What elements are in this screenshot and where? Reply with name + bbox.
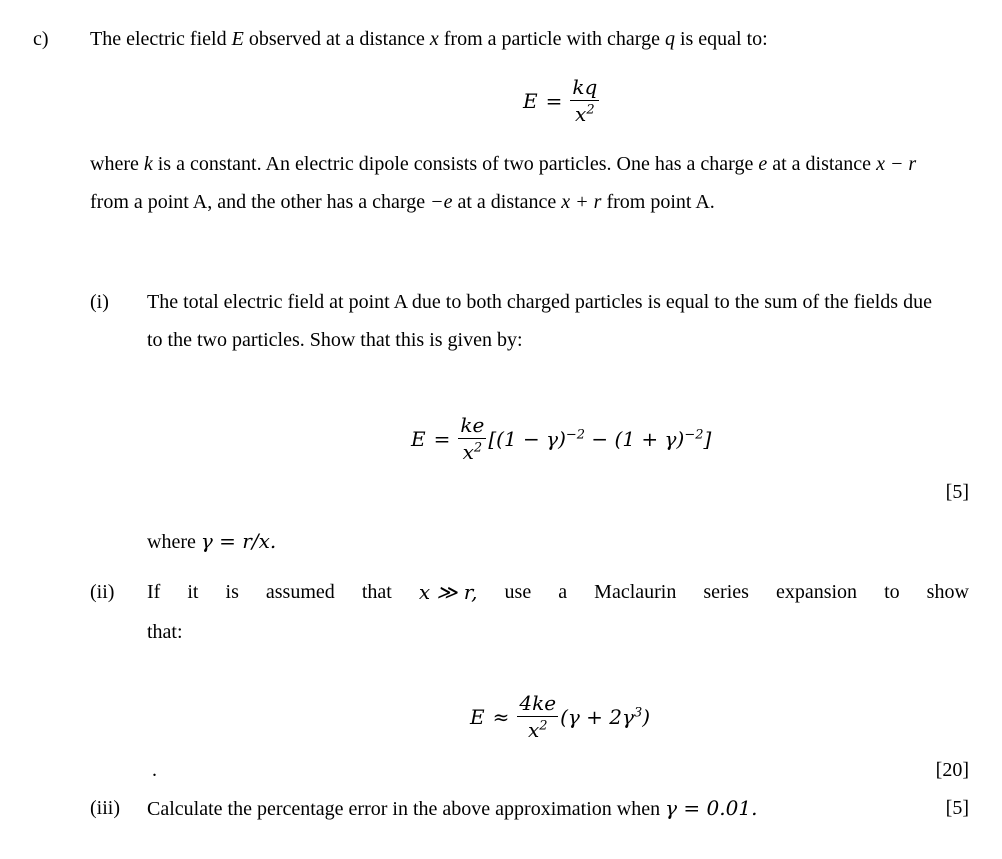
fraction-kq-x2: $\frac{kq}{x^2}$ xyxy=(572,75,598,126)
part-i-where: where γ = r/x. xyxy=(147,529,277,553)
part-i-line-1: The total electric field at point A due to both charged particles is equal to the sum of the fields due xyxy=(147,291,932,313)
part-ii-line-2: that: xyxy=(147,621,183,643)
equation-approximation: E ≈ $\frac{4ke}{x^2}$ $(\gamma + 2\gamma^3)$ xyxy=(470,691,651,742)
intro-line-3: from a point A, and the other has a charge −e at a distance x + r from point A. xyxy=(90,191,715,213)
intro-line-2: where k is a constant. An electric dipole consists of two particles. One has a charge e at a distance x − r xyxy=(90,153,917,175)
part-ii-label: (ii) xyxy=(90,581,115,603)
question-label: c) xyxy=(33,28,49,50)
part-ii-line-1: If it is assumed that x ≫ r, use a Maclaurin series expansion to show xyxy=(147,580,969,604)
part-i-label: (i) xyxy=(90,291,109,313)
part-i-line-2: to the two particles. Show that this is given by: xyxy=(147,329,523,351)
part-ii-dot: . xyxy=(152,759,157,781)
part-iii-label: (iii) xyxy=(90,797,120,819)
part-iii-text: Calculate the percentage error in the above approximation when γ = 0.01. xyxy=(147,796,758,820)
intro-line-1: The electric field E observed at a distance x from a particle with charge q is equal to: xyxy=(90,28,768,50)
part-ii-marks: [20] xyxy=(935,759,969,781)
fraction-4ke-x2: $\frac{4ke}{x^2}$ xyxy=(519,691,557,742)
fraction-ke-x2: $\frac{ke}{x^2}$ xyxy=(460,413,485,464)
part-iii-marks: [5] xyxy=(945,797,969,819)
equation-dipole-field: E = $\frac{ke}{x^2}$ $[(1 - \gamma)^{-2} - (1 + \gamma)^{-2}]$ xyxy=(411,413,712,464)
part-i-marks: [5] xyxy=(945,481,969,503)
equation-field-single: E = $\frac{kq}{x^2}$ xyxy=(523,75,598,126)
